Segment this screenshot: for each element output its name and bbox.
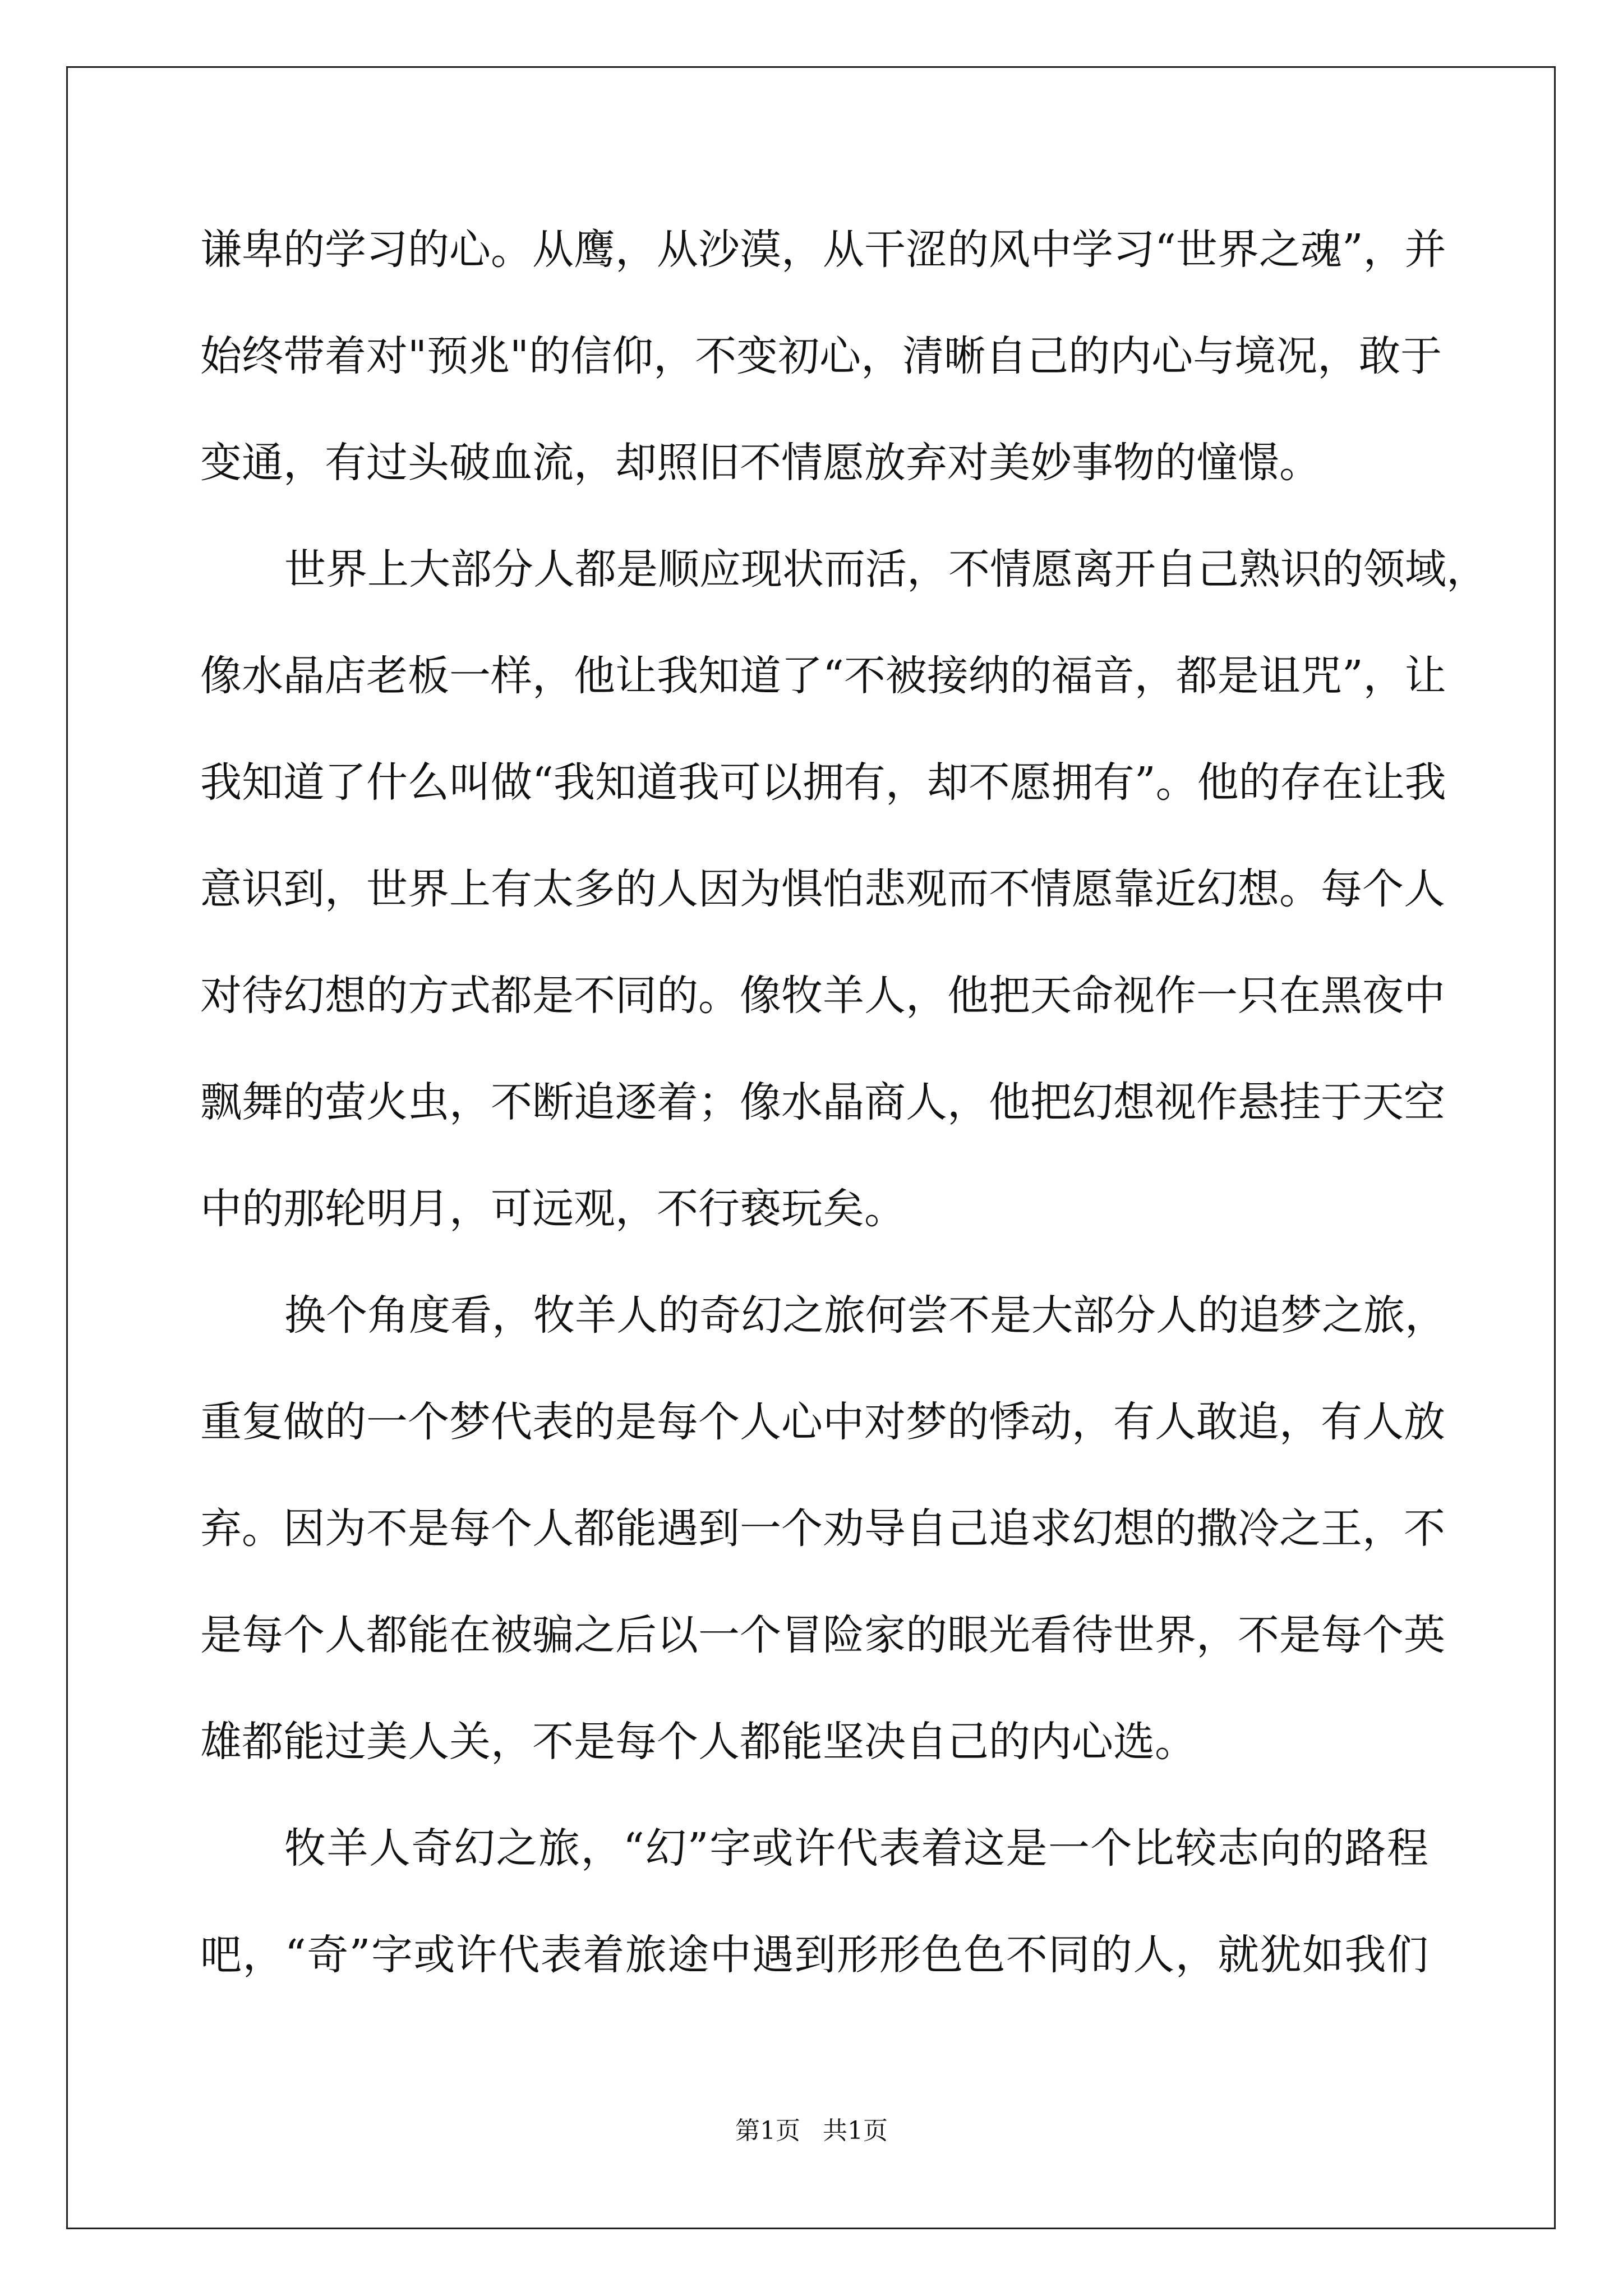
page-total: 共1页 (823, 2116, 888, 2145)
text-line: 换个角度看，牧羊人的奇幻之旅何尝不是大部分人的追梦之旅， (284, 1291, 1446, 1340)
page-number: 第1页 (735, 2116, 800, 2145)
text-line: 牧羊人奇幻之旅，“幻”字或许代表着这是一个比较志向的路程 (284, 1824, 1428, 1872)
text-line: 弃。因为不是每个人都能遇到一个劝导自己追求幻想的撒冷之王，不 (200, 1504, 1445, 1553)
text-line: 变通，有过头破血流，却照旧不情愿放弃对美妙事物的憧憬。 (200, 439, 1321, 487)
text-line: 飘舞的萤火虫，不断追逐着；像水晶商人，他把幻想视作悬挂于天空 (200, 1078, 1445, 1126)
text-line: 雄都能过美人关，不是每个人都能坚决自己的内心选。 (200, 1718, 1196, 1766)
text-line: 中的那轮明月，可远观，不行亵玩矣。 (200, 1185, 906, 1233)
page-border (66, 66, 1556, 2229)
text-line: 我知道了什么叫做“我知道我可以拥有，却不愿拥有”。他的存在让我 (200, 758, 1446, 807)
text-line: 像水晶店老板一样，他让我知道了“不被接纳的福音，都是诅咒”，让 (200, 652, 1446, 700)
text-line: 对待幻想的方式都是不同的。像牧羊人，他把天命视作一只在黑夜中 (200, 972, 1445, 1020)
page-footer (0, 2110, 1623, 2146)
text-line: 世界上大部分人都是顺应现状而活，不情愿离开自己熟识的领域， (284, 545, 1488, 593)
text-line: 始终带着对"预兆"的信仰，不变初心，清晰自己的内心与境况，敢于 (200, 332, 1442, 380)
text-line: 意识到，世界上有太多的人因为惧怕悲观而不情愿靠近幻想。每个人 (200, 865, 1445, 913)
text-line: 谦卑的学习的心。从鹰，从沙漠，从干涩的风中学习“世界之魂”，并 (200, 226, 1446, 274)
text-line: 是每个人都能在被骗之后以一个冒险家的眼光看待世界，不是每个英 (200, 1611, 1445, 1659)
text-line: 重复做的一个梦代表的是每个人心中对梦的悸动，有人敢追，有人放 (200, 1398, 1445, 1446)
text-line: 吧，“奇”字或许代表着旅途中遇到形形色色不同的人，就犹如我们 (200, 1931, 1428, 1979)
